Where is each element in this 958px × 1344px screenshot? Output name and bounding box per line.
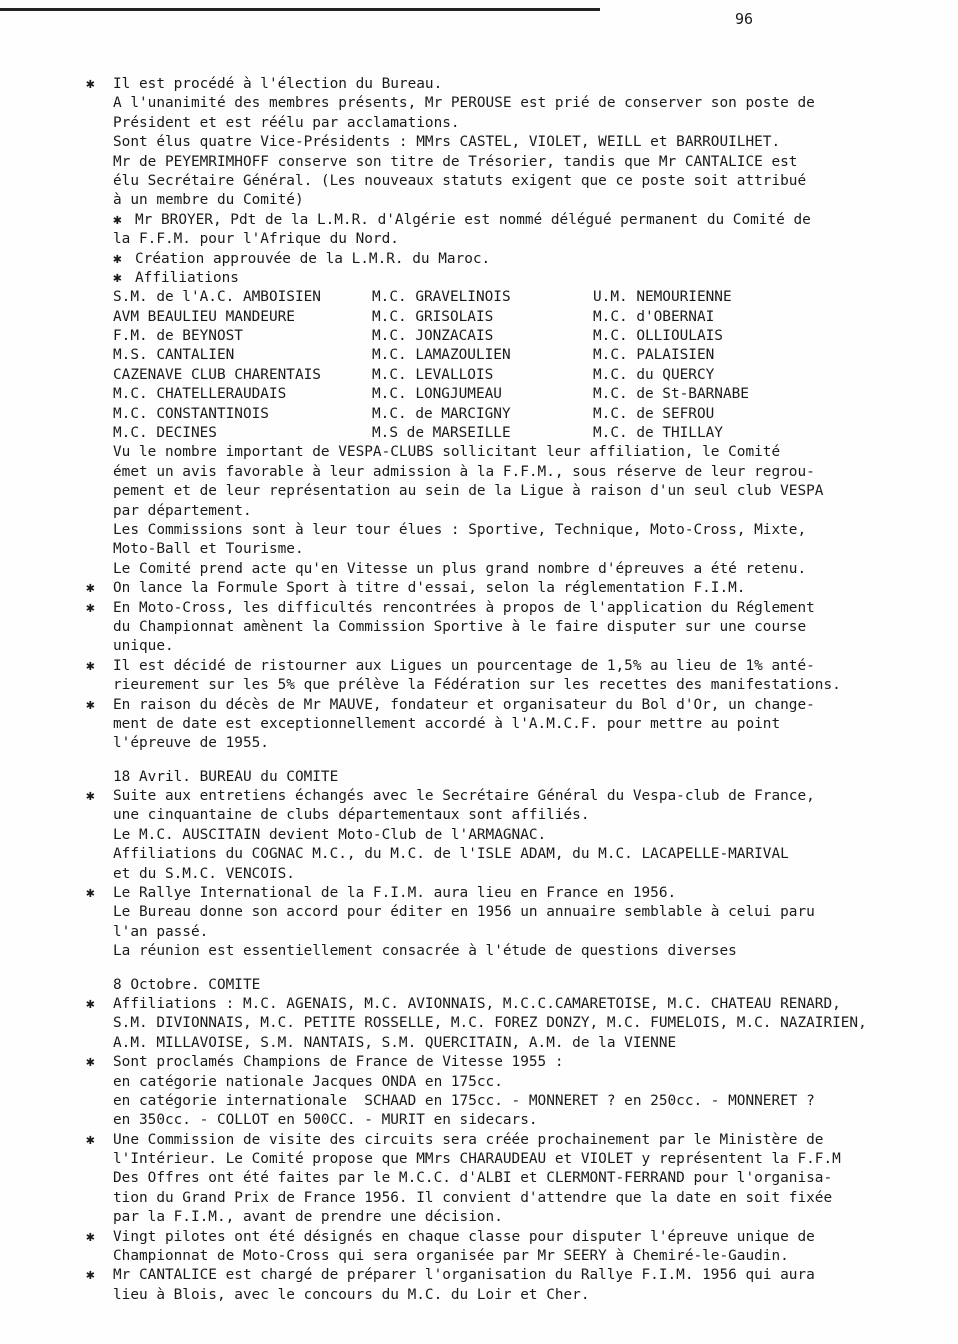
bullet-asterisk-icon: ✱ xyxy=(86,788,95,805)
bullet-asterisk-icon: ✱ xyxy=(86,1267,95,1284)
text-line xyxy=(0,1189,958,1208)
text-line xyxy=(0,1034,958,1053)
text-line xyxy=(0,826,958,845)
text-line-content: 18 Avril. BUREAU du COMITE xyxy=(113,768,339,785)
text-line xyxy=(0,521,958,540)
club-name: F.M. de BEYNOST xyxy=(113,328,243,345)
text-line-content: pement et de leur représentation au sein de la Ligue à raison d'un seul club VESPA xyxy=(113,483,824,500)
bullet-asterisk-icon: ✱ xyxy=(86,1228,95,1245)
text-line-content: Affiliations du COGNAC M.C., du M.C. de l'ISLE ADAM, du M.C. LACAPELLE-MARIVAL xyxy=(113,846,789,863)
affiliation-row xyxy=(0,346,958,365)
text-line xyxy=(0,1111,958,1130)
text-line xyxy=(0,269,958,288)
text-line xyxy=(0,502,958,521)
text-line xyxy=(0,715,958,734)
text-line xyxy=(0,599,958,618)
club-name: M.S. CANTALIEN xyxy=(113,347,235,364)
text-line xyxy=(0,637,958,656)
text-line-content: Sont proclamés Champions de France de Vitesse 1955 : xyxy=(113,1054,564,1071)
text-line xyxy=(0,696,958,715)
text-line xyxy=(0,560,958,579)
paragraph-spacer xyxy=(0,754,958,768)
affiliation-row xyxy=(0,327,958,346)
club-name: M.C. DECINES xyxy=(113,425,217,442)
text-line-content: Il est procédé à l'élection du Bureau. xyxy=(113,76,443,92)
club-name: M.C. LEVALLOIS xyxy=(372,366,494,383)
text-line-content: lieu à Blois, avec le concours du M.C. du Loir et Cher. xyxy=(113,1286,590,1303)
text-line-content: Championnat de Moto-Cross qui sera organisée par Mr SEERY à Chemiré-le-Gaudin. xyxy=(113,1248,789,1265)
text-line xyxy=(0,787,958,806)
text-line-content: En raison du décès de Mr MAUVE, fondateur et organisateur du Bol d'Or, un change- xyxy=(113,696,815,713)
bullet-asterisk-icon: ✱ xyxy=(113,250,122,267)
text-line xyxy=(0,976,958,995)
text-line xyxy=(0,1053,958,1072)
text-line-content: Une Commission de visite des circuits sera créée prochainement par le Ministère de xyxy=(113,1131,824,1148)
bullet-asterisk-icon: ✱ xyxy=(86,76,95,92)
bullet-asterisk-icon: ✱ xyxy=(86,580,95,597)
club-name: M.C. de MARCIGNY xyxy=(372,405,511,422)
text-line xyxy=(0,923,958,942)
affiliation-row xyxy=(0,405,958,424)
text-line-content: Affiliations xyxy=(135,269,239,286)
affiliation-row xyxy=(0,424,958,443)
club-name: M.C. CONSTANTINOIS xyxy=(113,405,269,422)
text-line-content: A.M. MILLAVOISE, S.M. NANTAIS, S.M. QUERCITAIN, A.M. de la VIENNE xyxy=(113,1034,677,1051)
club-name: M.C. GRISOLAIS xyxy=(372,308,494,325)
affiliation-row xyxy=(0,366,958,385)
text-line-content: 8 Octobre. COMITE xyxy=(113,976,261,993)
text-line-content: Les Commissions sont à leur tour élues : Sportive, Technique, Moto-Cross, Mixte, xyxy=(113,521,807,538)
club-name: M.C. OLLIOULAIS xyxy=(593,328,723,345)
affiliation-row xyxy=(0,385,958,404)
text-line-content: par département. xyxy=(113,502,252,519)
text-line-content: ment de date est exceptionnellement accordé à l'A.M.C.F. pour mettre au point xyxy=(113,715,781,732)
text-line-content: Il est décidé de ristourner aux Ligues un pourcentage de 1,5% au lieu de 1% anté- xyxy=(113,657,815,674)
affiliations-table xyxy=(0,288,958,443)
text-line-content: Sont élus quatre Vice-Présidents : MMrs CASTEL, VIOLET, WEILL et BARROUILHET. xyxy=(113,134,781,151)
bullet-asterisk-icon: ✱ xyxy=(86,599,95,616)
bullet-asterisk-icon: ✱ xyxy=(86,1054,95,1071)
text-line xyxy=(0,1092,958,1111)
document-body xyxy=(0,75,958,1305)
text-line xyxy=(0,618,958,637)
text-line xyxy=(0,75,958,94)
text-line-content: l'an passé. xyxy=(113,923,209,940)
club-name: M.C. PALAISIEN xyxy=(593,347,715,364)
text-line xyxy=(0,1286,958,1305)
text-line-content: La réunion est essentiellement consacrée à l'étude de questions diverses xyxy=(113,943,737,960)
text-line xyxy=(0,463,958,482)
bullet-asterisk-icon: ✱ xyxy=(86,885,95,902)
text-line-content: Suite aux entretiens échangés avec le Secrétaire Général du Vespa-club de France, xyxy=(113,788,815,805)
text-line xyxy=(0,1073,958,1092)
text-line xyxy=(0,1247,958,1266)
text-line-content: Le Comité prend acte qu'en Vitesse un plus grand nombre d'épreuves a été retenu. xyxy=(113,560,807,577)
text-line xyxy=(0,191,958,210)
text-line xyxy=(0,865,958,884)
text-line-content: S.M. DIVIONNAIS, M.C. PETITE ROSSELLE, M.C. FOREZ DONZY, M.C. FUMELOIS, M.C. NAZAIRIEN, xyxy=(113,1015,867,1032)
club-name: M.C. du QUERCY xyxy=(593,366,715,383)
club-name: CAZENAVE CLUB CHARENTAIS xyxy=(113,366,321,383)
text-line-content: Des Offres ont été faites par le M.C.C. d'ALBI et CLERMONT-FERRAND pour l'organisa- xyxy=(113,1170,833,1187)
text-line xyxy=(0,482,958,501)
bullet-asterisk-icon: ✱ xyxy=(86,1131,95,1148)
text-line-content: Vu le nombre important de VESPA-CLUBS sollicitant leur affiliation, le Comité xyxy=(113,444,781,461)
text-line xyxy=(0,540,958,559)
text-line-content: à un membre du Comité) xyxy=(113,192,304,209)
text-line xyxy=(0,133,958,152)
text-line xyxy=(0,676,958,695)
text-line-content: unique. xyxy=(113,638,174,655)
text-line-content: élu Secrétaire Général. (Les nouveaux statuts exigent que ce poste soit attribué xyxy=(113,172,807,189)
text-line-content: Création approuvée de la L.M.R. du Maroc. xyxy=(135,250,491,267)
club-name: U.M. NEMOURIENNE xyxy=(593,289,732,306)
text-line xyxy=(0,903,958,922)
text-line xyxy=(0,806,958,825)
club-name: M.C. de SEFROU xyxy=(593,405,715,422)
club-name: M.C. d'OBERNAI xyxy=(593,308,715,325)
text-line-content: Mr BROYER, Pdt de la L.M.R. d'Algérie est nommé délégué permanent du Comité de xyxy=(135,211,811,228)
text-line-content: Vingt pilotes ont été désignés en chaque classe pour disputer l'épreuve unique de xyxy=(113,1228,815,1245)
text-line-content: l'épreuve de 1955. xyxy=(113,735,269,752)
text-line xyxy=(0,443,958,462)
text-line-content: en 350cc. - COLLOT en 500CC. - MURIT en sidecars. xyxy=(113,1112,538,1129)
page-number: 96 xyxy=(735,10,754,28)
text-line xyxy=(0,114,958,133)
affiliation-row xyxy=(0,308,958,327)
section-decisions xyxy=(0,443,958,1305)
text-line xyxy=(0,172,958,191)
bullet-asterisk-icon: ✱ xyxy=(86,995,95,1012)
text-line-content: tion du Grand Prix de France 1956. Il convient d'attendre que la date en soit fixée xyxy=(113,1189,833,1206)
text-line-content: la F.F.M. pour l'Afrique du Nord. xyxy=(113,231,399,248)
top-rule xyxy=(0,8,600,11)
text-line-content: Mr de PEYEMRIMHOFF conserve son titre de Trésorier, tandis que Mr CANTALICE est xyxy=(113,153,798,170)
bullet-asterisk-icon: ✱ xyxy=(113,269,122,286)
text-line-content: Affiliations : M.C. AGENAIS, M.C. AVIONNAIS, M.C.C.CAMARETOISE, M.C. CHATEAU RENARD, xyxy=(113,995,841,1012)
bullet-asterisk-icon: ✱ xyxy=(86,657,95,674)
text-line xyxy=(0,1208,958,1227)
club-name: M.C. CHATELLERAUDAIS xyxy=(113,386,287,403)
text-line xyxy=(0,153,958,172)
text-line xyxy=(0,250,958,269)
text-line-content: rieurement sur les 5% que prélève la Fédération sur les recettes des manifestations. xyxy=(113,677,841,694)
club-name: M.C. GRAVELINOIS xyxy=(372,289,511,306)
text-line xyxy=(0,1169,958,1188)
club-name: M.C. de THILLAY xyxy=(593,425,723,442)
text-line-content: Moto-Ball et Tourisme. xyxy=(113,541,304,558)
text-line xyxy=(0,942,958,961)
text-line-content: une cinquantaine de clubs départementaux sont affiliés. xyxy=(113,807,590,824)
text-line xyxy=(0,1150,958,1169)
text-line-content: Président et est réélu par acclamations. xyxy=(113,114,460,131)
text-line-content: en catégorie internationale SCHAAD en 175cc. - MONNERET ? en 250cc. - MONNERET ? xyxy=(113,1092,815,1109)
text-line-content: On lance la Formule Sport à titre d'essai, selon la réglementation F.I.M. xyxy=(113,580,746,597)
text-line xyxy=(0,1131,958,1150)
club-name: M.C. LAMAZOULIEN xyxy=(372,347,511,364)
text-line xyxy=(0,94,958,113)
text-line xyxy=(0,768,958,787)
text-line xyxy=(0,734,958,753)
text-line-content: en catégorie nationale Jacques ONDA en 175cc. xyxy=(113,1073,503,1090)
text-line-content: En Moto-Cross, les difficultés rencontrées à propos de l'application du Réglement xyxy=(113,599,815,616)
text-line-content: Le M.C. AUSCITAIN devient Moto-Club de l'ARMAGNAC. xyxy=(113,826,547,843)
text-line-content: Le Bureau donne son accord pour éditer en 1956 un annuaire semblable à celui paru xyxy=(113,904,815,921)
text-line xyxy=(0,579,958,598)
club-name: M.C. de St-BARNABE xyxy=(593,386,749,403)
text-line xyxy=(0,995,958,1014)
text-line xyxy=(0,230,958,249)
text-line xyxy=(0,657,958,676)
text-line xyxy=(0,211,958,230)
text-line-content: A l'unanimité des membres présents, Mr PEROUSE est prié de conserver son poste de xyxy=(113,95,815,112)
club-name: M.C. JONZACAIS xyxy=(372,328,494,345)
text-line-content: par la F.I.M., avant de prendre une décision. xyxy=(113,1209,503,1226)
text-line-content: l'Intérieur. Le Comité propose que MMrs CHARAUDEAU et VIOLET y représentent la F.F.M xyxy=(113,1151,841,1168)
bullet-asterisk-icon: ✱ xyxy=(86,696,95,713)
text-line-content: Mr CANTALICE est chargé de préparer l'organisation du Rallye F.I.M. 1956 qui aura xyxy=(113,1267,815,1284)
text-line-content: Le Rallye International de la F.I.M. aura lieu en France en 1956. xyxy=(113,885,677,902)
text-line xyxy=(0,1228,958,1247)
paragraph-spacer xyxy=(0,962,958,976)
bullet-asterisk-icon: ✱ xyxy=(113,211,122,228)
text-line-content: et du S.M.C. VENCOIS. xyxy=(113,865,295,882)
text-line xyxy=(0,1266,958,1285)
text-line-content: émet un avis favorable à leur admission à la F.F.M., sous réserve de leur regrou- xyxy=(113,463,815,480)
club-name: AVM BEAULIEU MANDEURE xyxy=(113,308,295,325)
text-line xyxy=(0,884,958,903)
club-name: M.C. LONGJUMEAU xyxy=(372,386,502,403)
club-name: S.M. de l'A.C. AMBOISIEN xyxy=(113,289,321,306)
club-name: M.S de MARSEILLE xyxy=(372,425,511,442)
text-line-content: du Championnat amènent la Commission Sportive à le faire disputer sur une course xyxy=(113,618,807,635)
affiliation-row xyxy=(0,288,958,307)
text-line xyxy=(0,1014,958,1033)
text-line xyxy=(0,845,958,864)
section-bureau-election xyxy=(0,75,958,288)
